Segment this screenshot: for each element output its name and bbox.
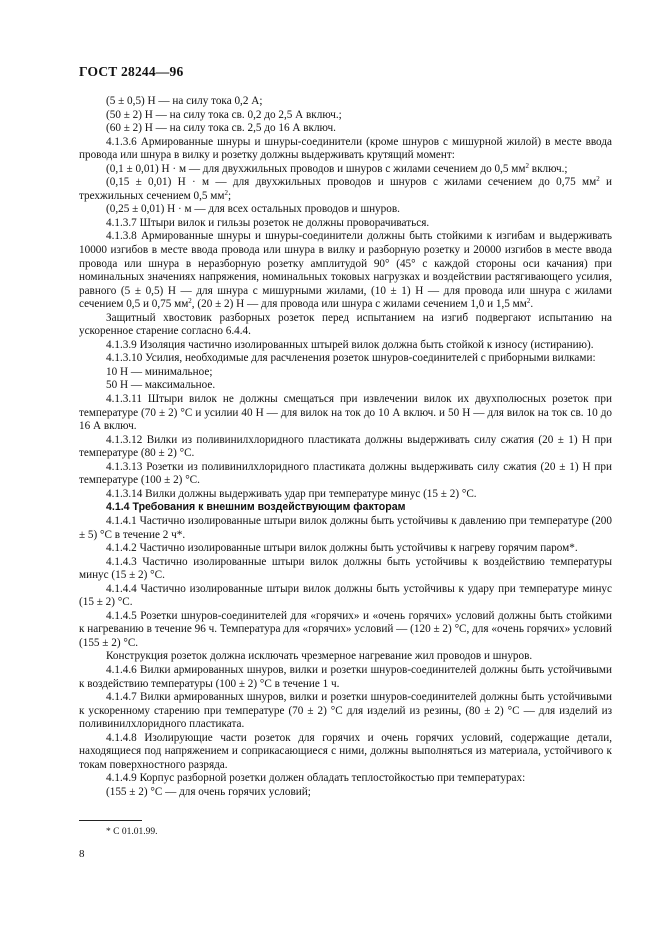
paragraph: 4.1.3.6 Армированные шнуры и шнуры-соединители (кроме шнуров с мишурной жилой) в месте ввода провода или шнура в вилку и розетку должны выдерживать крутящий момент: [79, 135, 612, 162]
paragraph: 4.1.3.8 Армированные шнуры и шнуры-соединители должны быть стойкими к изгибам и выдерживать 10000 изгибов в месте ввода провода или шнура в вилку и разборную розетку и 20000 изгибов в месте ввода провода или шнура в неразборную розетку амплитудой 90° (45° с каждой стороны оси качания) при номинальных значениях напряжения, номинальных токовых нагрузках и воздействии растягивающего усилия, равного (5 ± 0,5) Н — для шнура с мишурными жилами, (10 ± 1) Н — для провода или шнура с жилами сечением 0,5 и 0,75 $мм^2$, (20 ± 2) Н — для провода или шнура с жилами сечением 1,0 и 1,5 $мм^2$. [79, 230, 612, 311]
paragraph: 4.1.4.3 Частично изолированные штыри вилок должны быть устойчивы к воздействию температуры минус (15 ± 2) °С. [79, 555, 612, 582]
paragraph: 4.1.4.6 Вилки армированных шнуров, вилки и розетки шнуров-соединителей должны быть устойчивыми к воздействию температуры (100 ± 2) °С в течение 1 ч. [79, 663, 612, 690]
paragraph: 10 Н — минимальное; [106, 365, 213, 378]
paragraph: Конструкция розеток должна исключать чрезмерное нагревание жил проводов и шнуров. [106, 650, 533, 663]
paragraph: (5 ± 0,5) Н — на силу тока 0,2 А; [106, 95, 263, 107]
paragraph: 4.1.4.4 Частично изолированные штыри вилок должны быть устойчивы к удару при температуре минус (15 ± 2) °С. [79, 582, 612, 609]
paragraph: 4.1.4.1 Частично изолированные штыри вилок должны быть устойчивы к давлению при температуре (200 ± 5) °С в течение 2 ч*. [79, 514, 612, 541]
superscript: 2 [224, 188, 228, 197]
paragraph: 50 Н — максимальное. [106, 379, 216, 392]
superscript: 2 [525, 161, 529, 170]
page-number: 8 [79, 848, 85, 860]
paragraph: 4.1.3.13 Розетки из поливинилхлоридного пластиката должны выдерживать силу сжатия (20 ± 1) Н при температуре (100 ± 2) °С. [79, 460, 612, 487]
paragraph: 4.1.4.9 Корпус разборной розетки должен обладать теплостойкостью при температурах: [106, 772, 526, 785]
paragraph: Защитный хвостовик разборных розеток перед испытанием на изгиб подвергают испытанию на ускоренное старение согласно 6.4.4. [79, 311, 612, 338]
paragraph: 4.1.4.5 Розетки шнуров-соединителей для «горячих» и «очень горячих» условий должны быть стойкими к нагреванию в течение 96 ч. Температура для «горячих» условий — (120 ± 2) °С, для «очень горячих» условий (155 ± 2) °С. [79, 609, 612, 649]
section-heading: 4.1.4 Требования к внешним воздействующим факторам [106, 501, 406, 514]
paragraph: (60 ± 2) Н — на силу тока св. 2,5 до 16 А включ. [106, 122, 336, 135]
paragraph: 4.1.4.8 Изолирующие части розеток для горячих и очень горячих условий, содержащие детали, находящиеся под напряжением и соприкасающиеся с ними, должны выполняться из материала, устойчивого к токам поверхностного разряда. [79, 731, 612, 771]
paragraph: 4.1.3.11 Штыри вилок не должны смещаться при извлечении вилок их двухполюсных розеток при температуре (70 ± 2) °С и усилии 40 Н — для вилок на ток до 10 А включ. и 50 Н — для вилок на ток св. 10 до 16 А включ. [79, 393, 612, 433]
paragraph: (0,1 ± 0,01) Н · м — для двухжильных проводов и шнуров с жилами сечением до 0,5 $мм^2$ включ.; [106, 161, 568, 175]
paragraph: (0,25 ± 0,01) Н · м — для всех остальных проводов и шнуров. [106, 203, 400, 216]
paragraph: (0,15 ± 0,01) Н · м — для двухжильных проводов и шнуров с жилами сечением до 0,75 $мм^2$ и трехжильных сечением 0,5 $мм^2$; [79, 175, 612, 202]
document-header: ГОСТ 28244—96 [79, 64, 184, 79]
paragraph: 4.1.3.14 Вилки должны выдерживать удар при температуре минус (15 ± 2) °С. [106, 487, 477, 500]
footnote-divider [79, 820, 142, 821]
paragraph: (155 ± 2) °С — для очень горячих условий; [106, 785, 311, 798]
superscript: 2 [596, 175, 600, 184]
paragraph: 4.1.3.10 Усилия, необходимые для расчленения розеток шнуров-соединителей с приборными вилками: [106, 352, 596, 365]
paragraph: 4.1.3.12 Вилки из поливинилхлоридного пластиката должны выдерживать силу сжатия (20 ± 1) Н при температуре (80 ± 2) °С. [79, 433, 612, 460]
paragraph: 4.1.4.7 Вилки армированных шнуров, вилки и розетки шнуров-соединителей должны быть устойчивыми к ускоренному старению при температуре (70 ± 2) °С для изделий из резины, (80 ± 2) °С — для изделий из поливинилхлоридного пластиката. [79, 691, 612, 731]
footnote: * С 01.01.99. [106, 827, 158, 837]
superscript: 2 [526, 297, 531, 306]
paragraph: 4.1.4.2 Частично изолированные штыри вилок должны быть устойчивы к нагреву горячим паром*. [106, 542, 578, 555]
paragraph: 4.1.3.9 Изоляция частично изолированных штырей вилок должна быть стойкой к износу (истиранию). [106, 338, 594, 351]
paragraph: 4.1.3.7 Штыри вилок и гильзы розеток не должны проворачиваться. [106, 216, 430, 229]
paragraph: (50 ± 2) Н — на силу тока св. 0,2 до 2,5 А включ.; [106, 108, 342, 121]
superscript: 2 [188, 297, 192, 306]
document-body [79, 95, 612, 799]
